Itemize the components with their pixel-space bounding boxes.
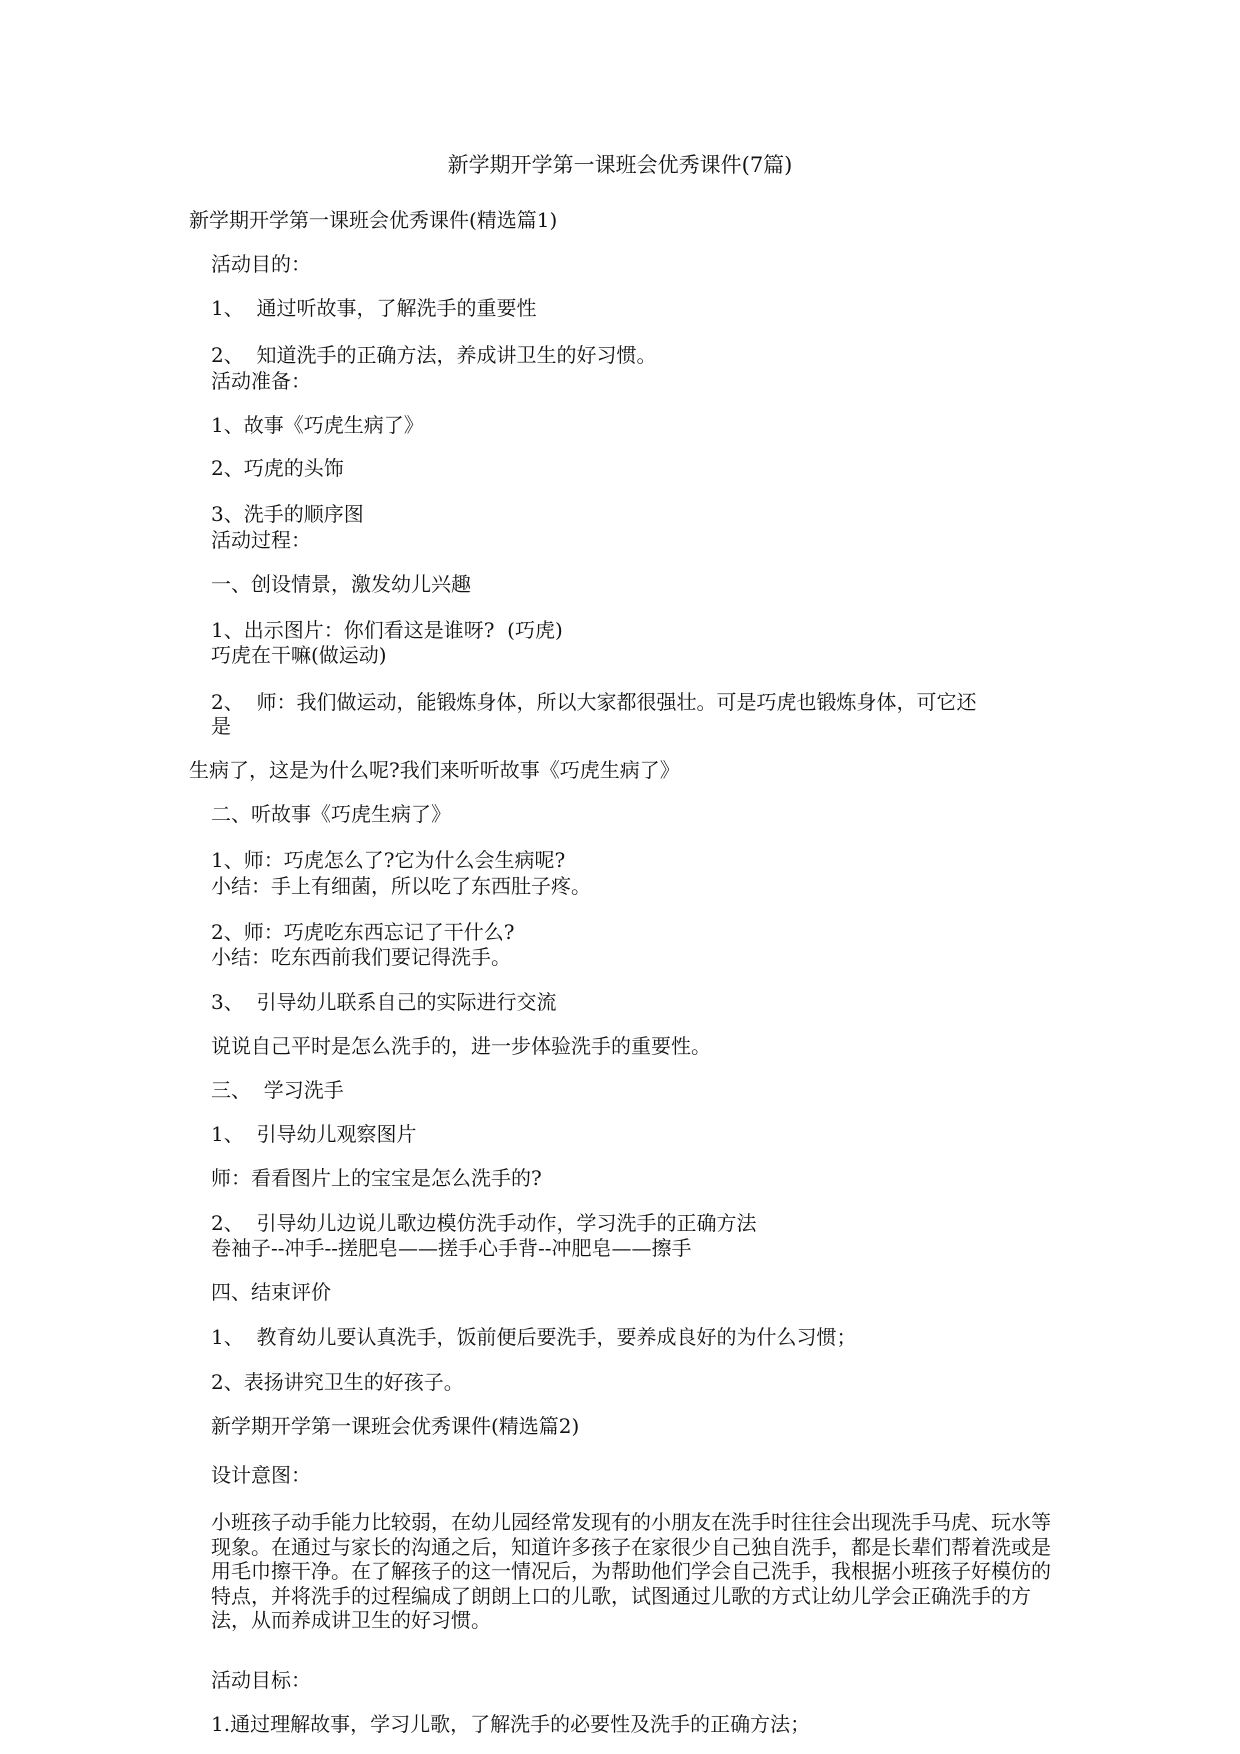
step1-title: 一、创设情景，激发幼儿兴趣 <box>211 572 471 596</box>
goal-item-1: 1、 通过听故事，了解洗手的重要性 <box>211 296 537 320</box>
step1-item-2: 2、 师：我们做运动，能锻炼身体，所以大家都很强壮。可是巧虎也锻炼身体，可它还 <box>211 690 977 714</box>
step2-item-1-summary: 小结：手上有细菌，所以吃了东西肚子疼。 <box>211 874 591 898</box>
prep-item-2: 2、巧虎的头饰 <box>211 456 344 480</box>
step1-item-2-cont: 生病了，这是为什么呢?我们来听听故事《巧虎生病了》 <box>189 758 680 782</box>
step1-item-2-wrap: 是 <box>211 714 231 738</box>
target-label: 活动目标： <box>211 1668 311 1692</box>
step3-item-2-detail: 卷袖子--冲手--搓肥皂——搓手心手背--冲肥皂——擦手 <box>211 1236 692 1260</box>
step2-item-3-detail: 说说自己平时是怎么洗手的，进一步体验洗手的重要性。 <box>211 1034 711 1058</box>
step3-item-2: 2、 引导幼儿边说儿歌边模仿洗手动作，学习洗手的正确方法 <box>211 1211 757 1235</box>
step4-title: 四、结束评价 <box>211 1280 331 1304</box>
prep-item-1: 1、故事《巧虎生病了》 <box>211 413 424 437</box>
step3-title: 三、 学习洗手 <box>211 1078 344 1102</box>
prep-label: 活动准备： <box>211 369 311 393</box>
step1-item-1-note: 巧虎在干嘛(做运动) <box>211 643 387 667</box>
step2-item-1: 1、师：巧虎怎么了?它为什么会生病呢? <box>211 848 566 872</box>
process-label: 活动过程： <box>211 528 311 552</box>
step4-item-1: 1、 教育幼儿要认真洗手，饭前便后要洗手，要养成良好的为什么习惯； <box>211 1325 857 1349</box>
step3-item-1: 1、 引导幼儿观察图片 <box>211 1122 417 1146</box>
step3-item-1-detail: 师：看看图片上的宝宝是怎么洗手的? <box>211 1166 542 1190</box>
step2-item-2: 2、师：巧虎吃东西忘记了干什么? <box>211 920 515 944</box>
step4-item-2: 2、表扬讲究卫生的好孩子。 <box>211 1370 464 1394</box>
goal-item-2: 2、 知道洗手的正确方法，养成讲卫生的好习惯。 <box>211 343 657 367</box>
prep-item-3: 3、洗手的顺序图 <box>211 502 364 526</box>
document-title: 新学期开学第一课班会优秀课件(7篇) <box>447 153 793 177</box>
step2-title: 二、听故事《巧虎生病了》 <box>211 802 451 826</box>
goal-label: 活动目的： <box>211 252 311 276</box>
step2-item-3: 3、 引导幼儿联系自己的实际进行交流 <box>211 990 557 1014</box>
step2-item-2-summary: 小结：吃东西前我们要记得洗手。 <box>211 945 511 969</box>
design-paragraph: 小班孩子动手能力比较弱，在幼儿园经常发现有的小朋友在洗手时往往会出现洗手马虎、玩水等现象。在通过与家长的沟通之后，知道许多孩子在家很少自己独自洗手，都是长辈们帮着洗或是用毛巾擦干净。在了解孩子的这一情况后，为帮助他们学会自己洗手，我根据小班孩子好模仿的特点，并将洗手的过程编成了朗朗上口的儿歌，试图通过儿歌的方式让幼儿学会正确洗手的方法，从而养成讲卫生的好习惯。 <box>211 1510 1051 1632</box>
target-item-1: 1.通过理解故事，学习儿歌，了解洗手的必要性及洗手的正确方法； <box>211 1712 811 1736</box>
design-label: 设计意图： <box>211 1463 311 1487</box>
section-heading-1: 新学期开学第一课班会优秀课件(精选篇1) <box>189 208 558 232</box>
step1-item-1: 1、出示图片：你们看这是谁呀? (巧虎) <box>211 618 563 642</box>
section-heading-2: 新学期开学第一课班会优秀课件(精选篇2) <box>211 1414 580 1438</box>
